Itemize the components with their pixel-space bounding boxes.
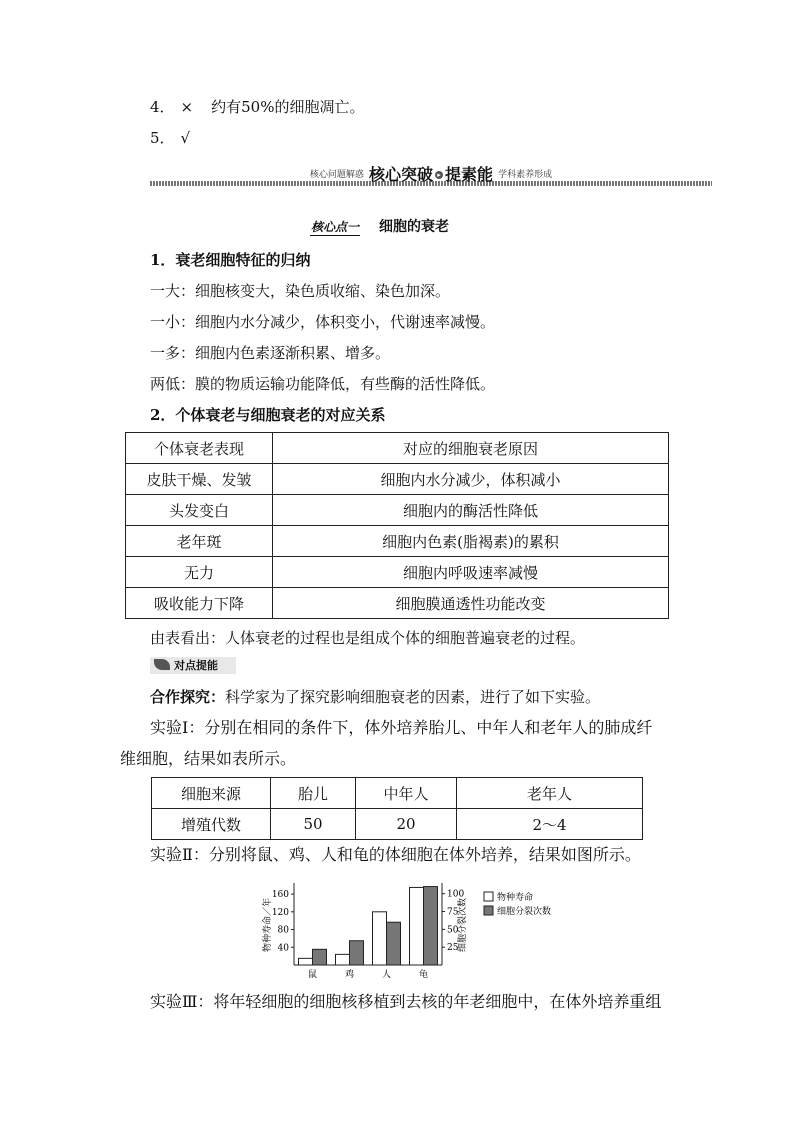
table-header: 细胞来源 <box>152 778 271 809</box>
table-header: 个体衰老表现 <box>126 433 273 464</box>
trait-line-1: 一大：细胞核变大，染色质收缩、染色加深。 <box>150 282 451 300</box>
y-tick-label: 80 <box>277 925 289 936</box>
table-cell: 皮肤干燥、发皱 <box>126 464 273 495</box>
bar-lifespan <box>299 958 313 965</box>
table-header: 对应的细胞衰老原因 <box>273 433 669 464</box>
bar-division <box>387 922 401 965</box>
y2-tick-label: 25 <box>447 943 459 954</box>
answer-4-mark: × <box>180 98 194 116</box>
experiment-1-line-2: 维细胞，结果如表所示。 <box>120 749 297 768</box>
explore-lead-label: 合作探究： <box>150 688 226 706</box>
section1-heading: 1．衰老细胞特征的归纳 <box>150 251 311 269</box>
y-axis-label: 物种寿命／年 <box>263 897 273 953</box>
explore-lead <box>150 687 600 707</box>
aging-correspondence-table <box>125 432 669 619</box>
y2-axis-label: 细胞分裂次数 <box>458 897 468 953</box>
bar-lifespan <box>336 954 350 965</box>
category-label: 龟 <box>418 970 429 980</box>
category-label: 鸡 <box>344 970 355 980</box>
bar-division <box>313 949 327 965</box>
table-row <box>126 495 669 526</box>
answer-5 <box>150 128 190 148</box>
y-tick-label: 120 <box>271 907 289 918</box>
answer-5-mark: √ <box>180 129 191 147</box>
table-row <box>126 464 669 495</box>
bar-lifespan <box>373 912 387 965</box>
practice-tag <box>150 657 236 674</box>
table-header: 中年人 <box>356 778 457 809</box>
category-label: 鼠 <box>307 970 318 980</box>
table-cell: 20 <box>356 809 457 840</box>
lifespan-division-chart <box>258 875 578 987</box>
y2-tick-label: 50 <box>447 925 459 936</box>
answer-4-number: 4． <box>150 98 175 116</box>
table-cell: 老年斑 <box>126 526 273 557</box>
keypoint-heading <box>310 216 449 236</box>
table-cell: 细胞膜通透性功能改变 <box>273 588 669 619</box>
bar-division <box>350 941 364 965</box>
y2-tick-label: 75 <box>447 907 459 918</box>
table-cell: 无力 <box>126 557 273 588</box>
trait-line-3: 一多：细胞内色素逐渐积累、增多。 <box>150 344 391 362</box>
bar-lifespan <box>410 887 424 965</box>
arrow-icon: ▸ <box>435 171 443 179</box>
table-header: 胎儿 <box>271 778 356 809</box>
legend-swatch-lifespan <box>484 892 493 901</box>
chart-legend <box>484 891 551 917</box>
y-tick-label: 40 <box>277 943 289 954</box>
section2-heading: 2．个体衰老与细胞衰老的对应关系 <box>150 406 386 424</box>
practice-tag-label: 对点提能 <box>174 659 218 672</box>
banner-main-2: 提素能 <box>445 165 494 184</box>
legend-lifespan: 物种寿命 <box>497 893 534 903</box>
section-banner <box>150 162 712 184</box>
proliferation-table <box>151 777 643 840</box>
table-header-row <box>126 433 669 464</box>
y-tick-label: 160 <box>271 890 289 901</box>
table-cell: 细胞内的酶活性降低 <box>273 495 669 526</box>
trait-line-4: 两低：膜的物质运输功能降低，有些酶的活性降低。 <box>150 375 496 393</box>
bar-division <box>424 887 438 965</box>
answer-4 <box>150 97 364 117</box>
answer-4-text: 约有50%的细胞凋亡。 <box>211 98 365 116</box>
y2-tick-label: 100 <box>447 889 465 900</box>
answer-5-number: 5． <box>150 129 175 147</box>
experiment-3: 实验Ⅲ：将年轻细胞的细胞核移植到去核的年老细胞中，在体外培养重组 <box>150 992 662 1011</box>
explore-lead-text: 科学家为了探究影响细胞衰老的因素，进行了如下实验。 <box>225 688 601 706</box>
trait-line-2: 一小：细胞内水分减少，体积变小，代谢速率减慢。 <box>150 313 496 331</box>
keypoint-seal: 核心点一 <box>311 220 360 234</box>
table-cell: 头发变白 <box>126 495 273 526</box>
banner-right-caption: 学科素养形成 <box>498 170 553 180</box>
banner-main-1: 核心突破 <box>368 165 433 184</box>
table-row <box>126 588 669 619</box>
experiment-2: 实验Ⅱ：分别将鼠、鸡、人和龟的体细胞在体外培养，结果如图所示。 <box>150 845 641 864</box>
table-cell: 细胞内呼吸速率减慢 <box>273 557 669 588</box>
banner-left-caption: 核心问题解惑 <box>309 170 364 180</box>
table-cell: 增殖代数 <box>152 809 271 840</box>
keypoint-title: 细胞的衰老 <box>379 219 450 235</box>
legend-division: 细胞分裂次数 <box>497 907 552 917</box>
table-cell: 吸收能力下降 <box>126 588 273 619</box>
table-cell: 细胞内色素(脂褐素)的累积 <box>273 526 669 557</box>
category-label: 人 <box>381 970 392 980</box>
table-row <box>126 526 669 557</box>
legend-swatch-division <box>484 906 493 915</box>
table-header-row <box>152 778 643 809</box>
table-cell: 2～4 <box>457 809 643 840</box>
table-header: 老年人 <box>457 778 643 809</box>
table-cell: 50 <box>271 809 356 840</box>
table-cell: 细胞内水分减少，体积减小 <box>273 464 669 495</box>
leaf-icon <box>154 659 170 670</box>
table-row <box>126 557 669 588</box>
experiment-1-line-1: 实验Ⅰ：分别在相同的条件下，体外培养胎儿、中年人和老年人的肺成纤 <box>150 718 653 737</box>
table-conclusion: 由表看出：人体衰老的过程也是组成个体的细胞普遍衰老的过程。 <box>150 629 586 647</box>
table-row <box>152 809 643 840</box>
